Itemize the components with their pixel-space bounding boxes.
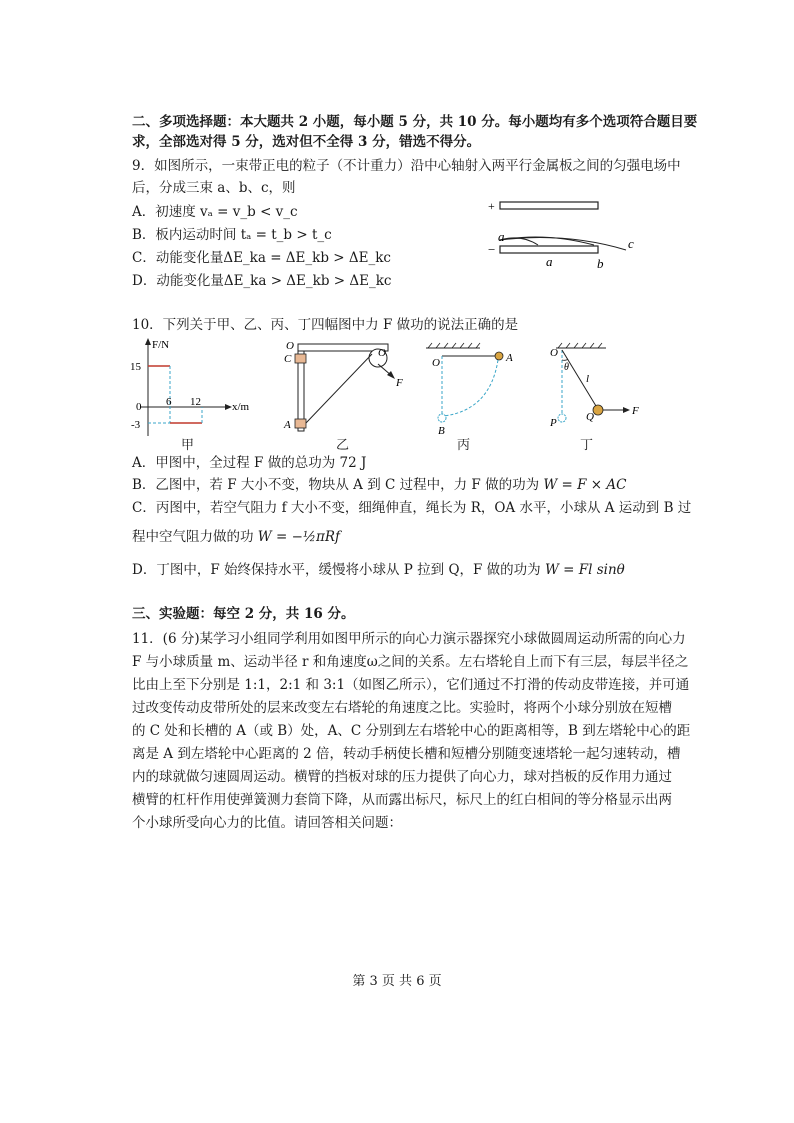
q11-line: 的 C 处和长槽的 A（或 B）处，A、C 分别到左右塔轮中心的距离相等，B 到左塔轮中心的距 — [132, 723, 691, 739]
fig-jia-graph — [128, 336, 256, 442]
fig-yi-frame — [280, 336, 406, 436]
ball-b — [438, 414, 446, 422]
tick-0: 0 — [136, 401, 142, 413]
section2-heading-line2: 求，全部选对得 5 分，选对但不全得 3 分，错选不得分。 — [132, 134, 481, 150]
q10-option-d — [132, 561, 625, 579]
label-f: F — [632, 405, 639, 417]
q10-option-d-formula: W = Fl sinθ — [544, 562, 625, 578]
fig-jia-caption: 甲 — [181, 438, 195, 453]
q10-option-d-text: D．丁图中，F 始终保持水平，缓慢将小球从 P 拉到 Q，F 做的功为 — [132, 562, 541, 578]
page-footer: 第 3 页 共 6 页 — [352, 974, 442, 989]
q11-line: 11．(6 分)某学习小组同学利用如图甲所示的向心力演示器探究小球做圆周运动所需的向心力 — [132, 631, 686, 647]
fig-yi-caption: 乙 — [336, 438, 350, 453]
label-c: C — [284, 353, 292, 365]
rope — [306, 354, 372, 423]
section2-heading-line1: 二、多项选择题：本大题共 2 小题，每小题 5 分，共 10 分。每小题均有多个选项符合题目要 — [132, 114, 698, 130]
label-o2: O — [378, 347, 386, 359]
q9-stem-line1: 9．如图所示，一束带正电的粒子（不计重力）沿中心轴射入两平行金属板之间的匀强电场中 — [132, 158, 681, 174]
q10-option-c-formula: W = −½πRf — [257, 529, 340, 545]
q9-option-b: B．板内运动时间 tₐ = t_b > t_c — [132, 227, 332, 243]
tick-neg3: -3 — [131, 419, 141, 431]
q10-option-b-formula: W = F × AC — [543, 477, 627, 493]
bottom-plate — [500, 246, 598, 253]
q10-stem: 10．下列关于甲、乙、丙、丁四幅图中力 F 做功的说法正确的是 — [132, 317, 519, 333]
q11-line: 过改变传动皮带所处的层来改变左右塔轮的角速度之比。实验时，将两个小球分别放在短槽 — [132, 700, 672, 716]
x-axis-arrow — [225, 404, 232, 410]
q11-line: 离是 A 到左塔轮中心距离的 2 倍，转动手柄使长槽和短槽分别随变速塔轮一起匀速转动，槽 — [132, 746, 681, 762]
label-p: P — [550, 417, 557, 429]
section3-heading: 三、实验题：每空 2 分，共 16 分。 — [132, 606, 355, 622]
label-o: O — [432, 357, 440, 369]
y-axis-arrow — [145, 338, 151, 345]
fig-ding-pendulum — [546, 340, 646, 436]
q9-stem-line2: 后，分成三束 a、b、c，则 — [132, 180, 296, 196]
q9-option-d: D．动能变化量ΔE_ka > ΔE_kb > ΔE_kc — [132, 273, 392, 289]
label-a: A — [506, 352, 513, 364]
q11-line: F 与小球质量 m、运动半径 r 和角速度ω之间的关系。左右塔轮自上而下有三层，每层半径之 — [132, 654, 689, 670]
label-b: b — [597, 256, 604, 271]
arc-path — [444, 360, 498, 416]
tick-15: 15 — [130, 361, 141, 373]
q11-line: 个小球所受向心力的比值。请回答相关问题： — [132, 815, 402, 831]
ball-p — [558, 414, 566, 422]
q11-line: 横臂的杠杆作用使弹簧测力套筒下降，从而露出标尺，标尺上的红白相间的等分格显示出两 — [132, 792, 672, 808]
fig-bing-caption: 丙 — [457, 438, 471, 453]
force-arrow — [623, 407, 630, 413]
q9-option-c: C．动能变化量ΔE_ka = ΔE_kb > ΔE_kc — [132, 250, 391, 266]
tick-12: 12 — [190, 396, 201, 408]
label-a-bottom: a — [546, 254, 553, 269]
label-q: Q — [586, 411, 594, 423]
string-oq — [562, 350, 596, 406]
label-o: O — [550, 347, 558, 359]
ball-a — [495, 352, 503, 360]
x-axis-label: x/m — [232, 401, 250, 413]
q11-line: 比由上至下分别是 1:1，2:1 和 3:1（如图乙所示），它们通过不打滑的传动皮带连接，并可通 — [132, 677, 690, 693]
ball-q — [593, 405, 603, 415]
label-theta: θ — [564, 362, 569, 373]
q10-option-a: A．甲图中，全过程 F 做的总功为 72 J — [132, 455, 367, 471]
label-l: l — [586, 373, 590, 385]
q10-option-c-line1: C．丙图中，若空气阻力 f 大小不变，细绳伸直，绳长为 R，OA 水平，小球从 A 运动到 B 过 — [132, 500, 692, 516]
q9-option-a: A．初速度 vₐ = v_b < v_c — [132, 204, 298, 220]
minus-sign: − — [488, 242, 496, 257]
block-c — [295, 354, 306, 363]
q10-option-b — [132, 476, 626, 494]
y-axis-label: F/N — [152, 339, 170, 351]
q9-figure-plates — [486, 196, 646, 276]
label-a-left: a — [498, 229, 505, 244]
fig-ding-caption: 丁 — [580, 438, 594, 453]
ceiling-hatch — [558, 343, 602, 348]
ceiling-hatch — [428, 343, 480, 348]
top-plate — [500, 202, 598, 209]
label-o1: O — [286, 340, 294, 352]
q10-option-c-line2 — [132, 528, 340, 546]
fig-bing-pendulum — [420, 340, 520, 436]
label-a: A — [284, 419, 291, 431]
tick-6: 6 — [166, 396, 172, 408]
label-b: B — [438, 425, 445, 436]
q10-option-b-text: B．乙图中，若 F 大小不变，物块从 A 到 C 过程中，力 F 做的功为 — [132, 477, 540, 493]
q11-line: 内的球就做匀速圆周运动。横臂的挡板对球的压力提供了向心力，球对挡板的反作用力通过 — [132, 769, 672, 785]
label-f: F — [396, 377, 403, 389]
label-c: c — [628, 236, 634, 251]
q10-option-c-text: 程中空气阻力做的功 — [132, 529, 254, 545]
block-a — [295, 419, 306, 428]
plus-sign: + — [488, 199, 495, 213]
